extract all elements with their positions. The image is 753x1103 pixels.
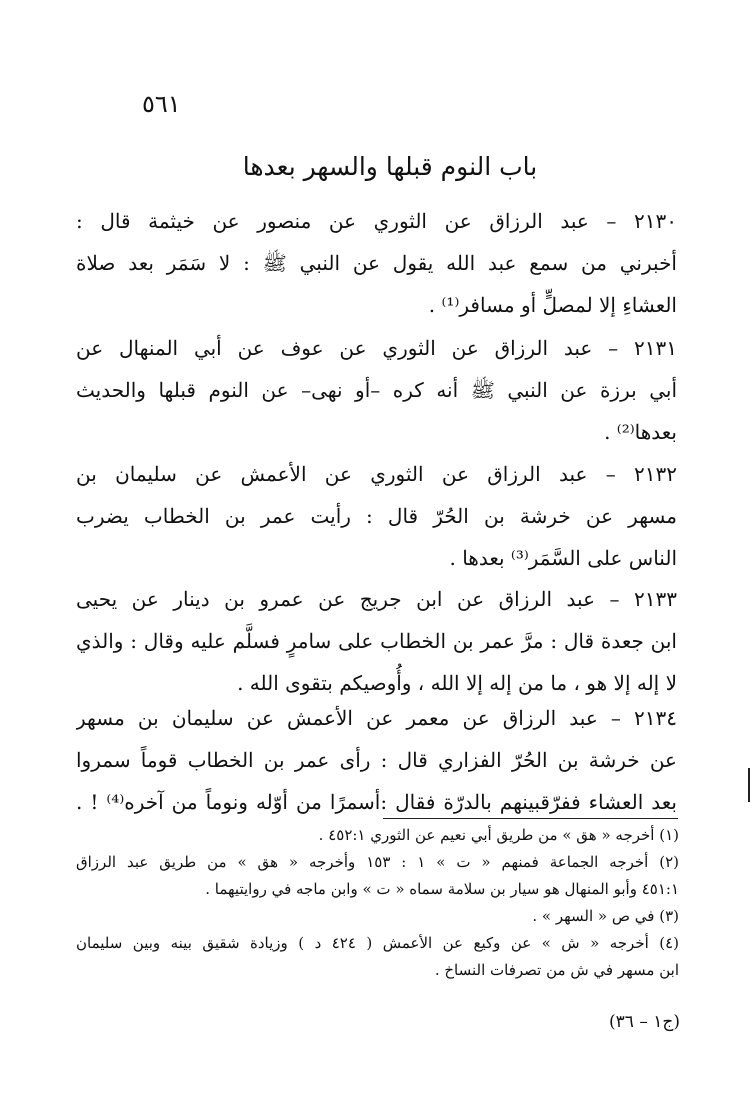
chapter-title: باب النوم قبلها والسهر بعدها: [242, 152, 538, 181]
footnote-line: (١) أخرجه « هق » من طريق أبي نعيم عن الثوري ٤٥٢:١ .: [318, 826, 679, 844]
text-line: ٢١٣٠ – عبد الرزاق عن الثوري عن منصور عن خيثمة قال :: [76, 209, 677, 233]
volume-reference: (ج١ – ٣٦): [609, 1012, 680, 1032]
page-number: ٥٦١: [142, 90, 181, 118]
hadith-2131: [76, 327, 677, 453]
footnote-line: (٣) في ص « السهر » .: [532, 907, 679, 925]
hadith-2132: [76, 453, 677, 579]
text-line: العشاءِ إلا لمصلٍّ أو مسافر⁽¹⁾ .: [428, 293, 677, 317]
text-line: ٢١٣٢ – عبد الرزاق عن الثوري عن الأعمش عن سليمان بن: [76, 462, 677, 486]
footnote-divider: [383, 818, 678, 819]
hadith-2133: [76, 578, 677, 704]
footnote-line: (٤) أخرجه « ش » عن وكيع عن الأعمش ( ٤٢٤ د ) وزيادة شقيق بينه وبين سليمان: [76, 934, 679, 952]
text-line: الناس على السَّمَر⁽³⁾ بعدها .: [449, 546, 677, 570]
footnotes: [76, 822, 679, 984]
hadith-2130: [76, 200, 677, 326]
footnote-line: (٢) أخرجه الجماعة فمنهم « ت » ١ : ١٥٣ وأخرجه « هق » من طريق عبد الرزاق: [76, 853, 679, 871]
hadith-2134: [76, 697, 677, 823]
text-line: ابن جعدة قال : مرَّ عمر بن الخطاب على سامرٍ فسلَّم عليه وقال : والذي: [76, 629, 677, 653]
text-line: أخبرني من سمع عبد الله يقول عن النبي ﷺ : لا سَمَر بعد صلاة: [76, 251, 677, 275]
footnote-line: ٤٥١:١ وأبو المنهال هو سيار بن سلامة سماه « ت » وابن ماجه في روايتيهما .: [205, 880, 679, 898]
text-line: مسهر عن خرشة بن الحُرّ قال : رأيت عمر بن الخطاب يضرب: [76, 504, 677, 528]
text-line: عن خرشة بن الحُرّ الفزاري قال : رأى عمر بن الخطاب قوماً سمروا: [76, 748, 677, 772]
footnote-line: ابن مسهر في ش من تصرفات النساخ .: [434, 961, 679, 979]
text-line: بعد العشاء ففرّقبينهم بالدرّة فقال :أسمرًا من أوّله ونوماً من آخره⁽⁴⁾ ! .: [76, 790, 677, 814]
text-line: أبي برزة عن النبي ﷺ أنه كره –أو نهى– عن النوم قبلها والحديث: [76, 378, 677, 402]
margin-mark: [748, 768, 750, 802]
text-line: بعدها⁽²⁾ .: [604, 420, 677, 444]
text-line: لا إله إلا هو ، ما من إله إلا الله ، وأُوصيكم بتقوى الله .: [237, 671, 677, 695]
text-line: ٢١٣٣ – عبد الرزاق عن ابن جريج عن عمرو بن دينار عن يحيى: [76, 587, 677, 611]
text-line: ٢١٣١ – عبد الرزاق عن الثوري عن عوف عن أبي المنهال عن: [76, 336, 677, 360]
text-line: ٢١٣٤ – عبد الرزاق عن معمر عن الأعمش عن سليمان بن مسهر: [76, 706, 677, 730]
